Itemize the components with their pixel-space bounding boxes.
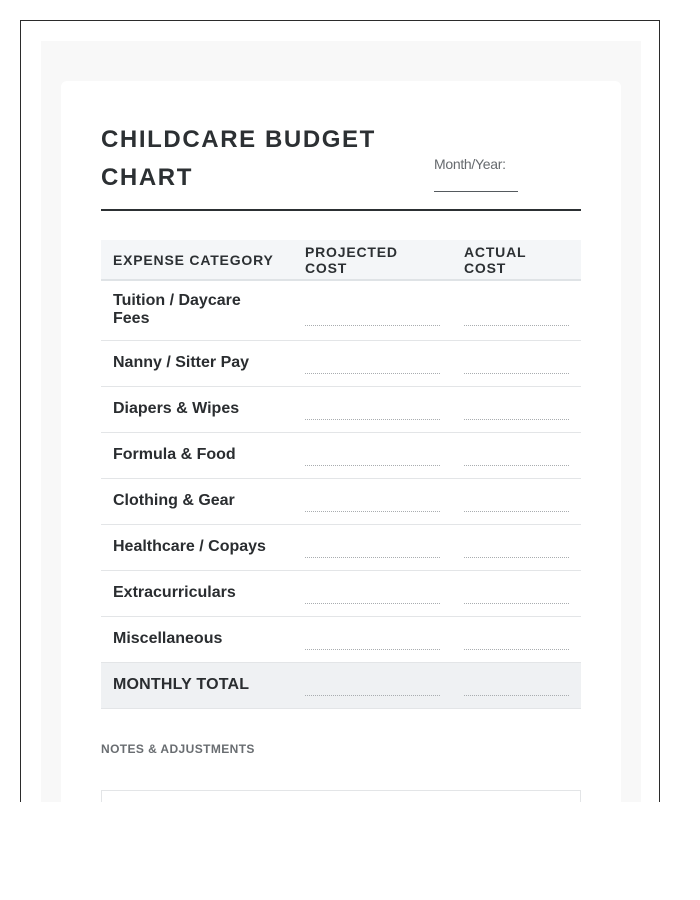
table-row [101, 524, 581, 570]
projected-cost-field[interactable] [305, 649, 440, 650]
table-row [101, 340, 581, 386]
table-row [101, 478, 581, 524]
actual-cell [452, 386, 581, 432]
table-row [101, 386, 581, 432]
category-cell: Extracurriculars [101, 570, 293, 616]
column-header-projected: PROJECTED COST [293, 240, 452, 280]
table-row [101, 280, 581, 340]
projected-cost-field[interactable] [305, 511, 440, 512]
projected-cell [293, 386, 452, 432]
category-cell: Formula & Food [101, 432, 293, 478]
category-cell: Diapers & Wipes [101, 386, 293, 432]
actual-cost-field[interactable] [464, 373, 569, 374]
column-header-actual: ACTUAL COST [452, 240, 581, 280]
total-label: MONTHLY TOTAL [101, 662, 293, 708]
table-row [101, 616, 581, 662]
projected-cell [293, 432, 452, 478]
actual-cell [452, 478, 581, 524]
projected-cost-field[interactable] [305, 465, 440, 466]
total-projected-cell [293, 662, 452, 708]
actual-cost-field[interactable] [464, 465, 569, 466]
budget-sheet [61, 81, 621, 802]
total-actual-cell [452, 662, 581, 708]
month-year-label: Month/Year: [434, 156, 506, 172]
projected-cell [293, 524, 452, 570]
page-title: CHILDCARE BUDGET CHART [101, 126, 376, 191]
actual-cost-field[interactable] [464, 603, 569, 604]
month-year-field[interactable] [434, 191, 518, 192]
category-cell: Tuition / Daycare Fees [101, 280, 293, 340]
category-cell: Nanny / Sitter Pay [101, 340, 293, 386]
notes-field[interactable] [101, 790, 581, 802]
projected-cell [293, 616, 452, 662]
projected-cost-field[interactable] [305, 325, 440, 326]
actual-cell [452, 280, 581, 340]
actual-cell [452, 340, 581, 386]
total-projected-field[interactable] [305, 695, 440, 696]
projected-cell [293, 340, 452, 386]
table-row [101, 432, 581, 478]
page-frame [20, 20, 660, 802]
total-row [101, 662, 581, 708]
actual-cost-field[interactable] [464, 325, 569, 326]
projected-cost-field[interactable] [305, 373, 440, 374]
actual-cell [452, 616, 581, 662]
sheet-header [101, 121, 581, 211]
category-cell: Healthcare / Copays [101, 524, 293, 570]
category-cell: Miscellaneous [101, 616, 293, 662]
projected-cost-field[interactable] [305, 603, 440, 604]
notes-label: NOTES & ADJUSTMENTS [101, 742, 255, 756]
page-backdrop [41, 41, 641, 802]
column-header-category: EXPENSE CATEGORY [101, 240, 293, 280]
actual-cell [452, 570, 581, 616]
actual-cell [452, 432, 581, 478]
projected-cell [293, 280, 452, 340]
projected-cost-field[interactable] [305, 557, 440, 558]
table-header-row [101, 240, 581, 280]
category-cell: Clothing & Gear [101, 478, 293, 524]
table-row [101, 570, 581, 616]
actual-cell [452, 524, 581, 570]
projected-cell [293, 570, 452, 616]
total-actual-field[interactable] [464, 695, 569, 696]
budget-table [101, 240, 581, 709]
actual-cost-field[interactable] [464, 419, 569, 420]
actual-cost-field[interactable] [464, 649, 569, 650]
projected-cell [293, 478, 452, 524]
projected-cost-field[interactable] [305, 419, 440, 420]
actual-cost-field[interactable] [464, 511, 569, 512]
actual-cost-field[interactable] [464, 557, 569, 558]
